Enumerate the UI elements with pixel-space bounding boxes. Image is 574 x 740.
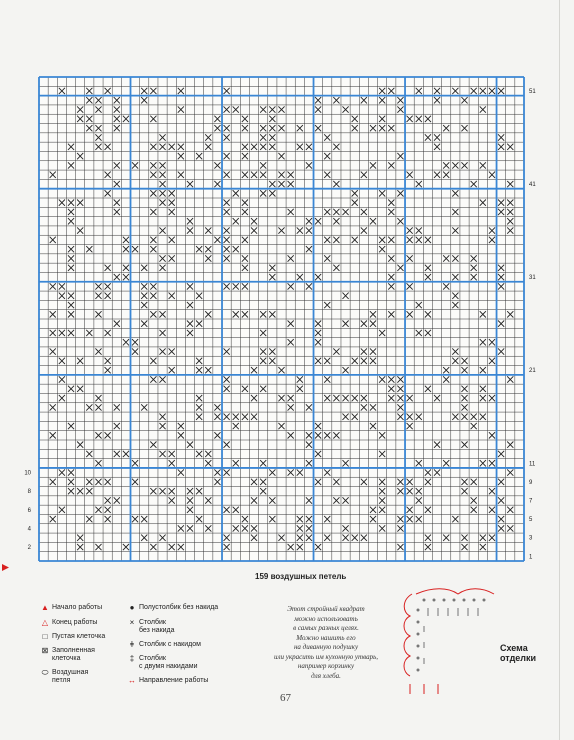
row-label-right: 11 [529, 461, 536, 468]
filled-square-icon: ⊠ [41, 646, 49, 655]
row-label-right: 5 [529, 517, 533, 524]
row-label-left: 6 [27, 507, 31, 514]
row-label-right: 41 [529, 182, 536, 189]
edging-direction-arrows [410, 684, 438, 694]
row-label-right: 9 [529, 479, 533, 486]
edging-scallop-outline [404, 594, 412, 676]
dc-icon: ǂ [129, 640, 135, 649]
row-label-right: 7 [529, 498, 533, 505]
edging-chain-dots [417, 599, 486, 672]
triangle-outline-red-icon: △ [41, 618, 49, 627]
tc-icon: ‡ [129, 654, 135, 663]
row-label-right: 1 [529, 554, 533, 561]
row-label-right: 3 [529, 535, 533, 542]
legend-empty-cell: □ Пустая клеточка [38, 633, 105, 641]
empty-square-icon: □ [42, 632, 48, 641]
legend-treble-crochet: ‡ Столбик с двумя накидами [125, 655, 198, 671]
row-label-left: 8 [27, 489, 31, 496]
legend-double-crochet: ǂ Столбик с накидом [125, 641, 201, 649]
edging-diagram [398, 586, 498, 698]
legend-slip-stitch: ● Полустолбик без накида [125, 604, 218, 612]
row-label-left: 2 [27, 545, 31, 552]
row-label-right: 51 [529, 88, 536, 95]
chain-count-caption: 159 воздушных петель [255, 572, 347, 581]
cross-icon: × [129, 618, 135, 627]
legend-end: △ Конец работы [38, 619, 97, 627]
legend-chain: ⬭ Воздушная петля [38, 669, 88, 685]
legend-single-crochet: × Столбик без накида [125, 619, 175, 635]
dot-icon: ● [129, 603, 135, 612]
oval-chain-icon: ⬭ [41, 668, 49, 677]
legend-filled-cell: ⊠ Заполненная клеточка [38, 647, 95, 663]
row-label-left: 4 [27, 526, 31, 533]
page-number: 67 [280, 692, 291, 704]
start-marker-icon [2, 564, 9, 571]
description-note: Этот стройный квадрат можно использовать в самых разных целях. Можно нашить его на диванную подушку или украсить им кухонную утварь, например корзинку для хлеба. [273, 605, 379, 680]
triangle-red-icon: ▲ [41, 603, 49, 612]
edging-stitch-marks [424, 608, 478, 664]
edging-top-scallop [416, 589, 494, 594]
row-label-right: 31 [529, 275, 536, 282]
edging-title: Схема отделки [500, 643, 537, 663]
arrow-red-icon: ↔ [128, 676, 136, 685]
row-label-left: 10 [24, 470, 31, 477]
legend-direction: ↔ Направление работы [125, 677, 208, 685]
legend-start: ▲ Начало работы [38, 604, 102, 612]
row-label-right: 21 [529, 368, 536, 375]
